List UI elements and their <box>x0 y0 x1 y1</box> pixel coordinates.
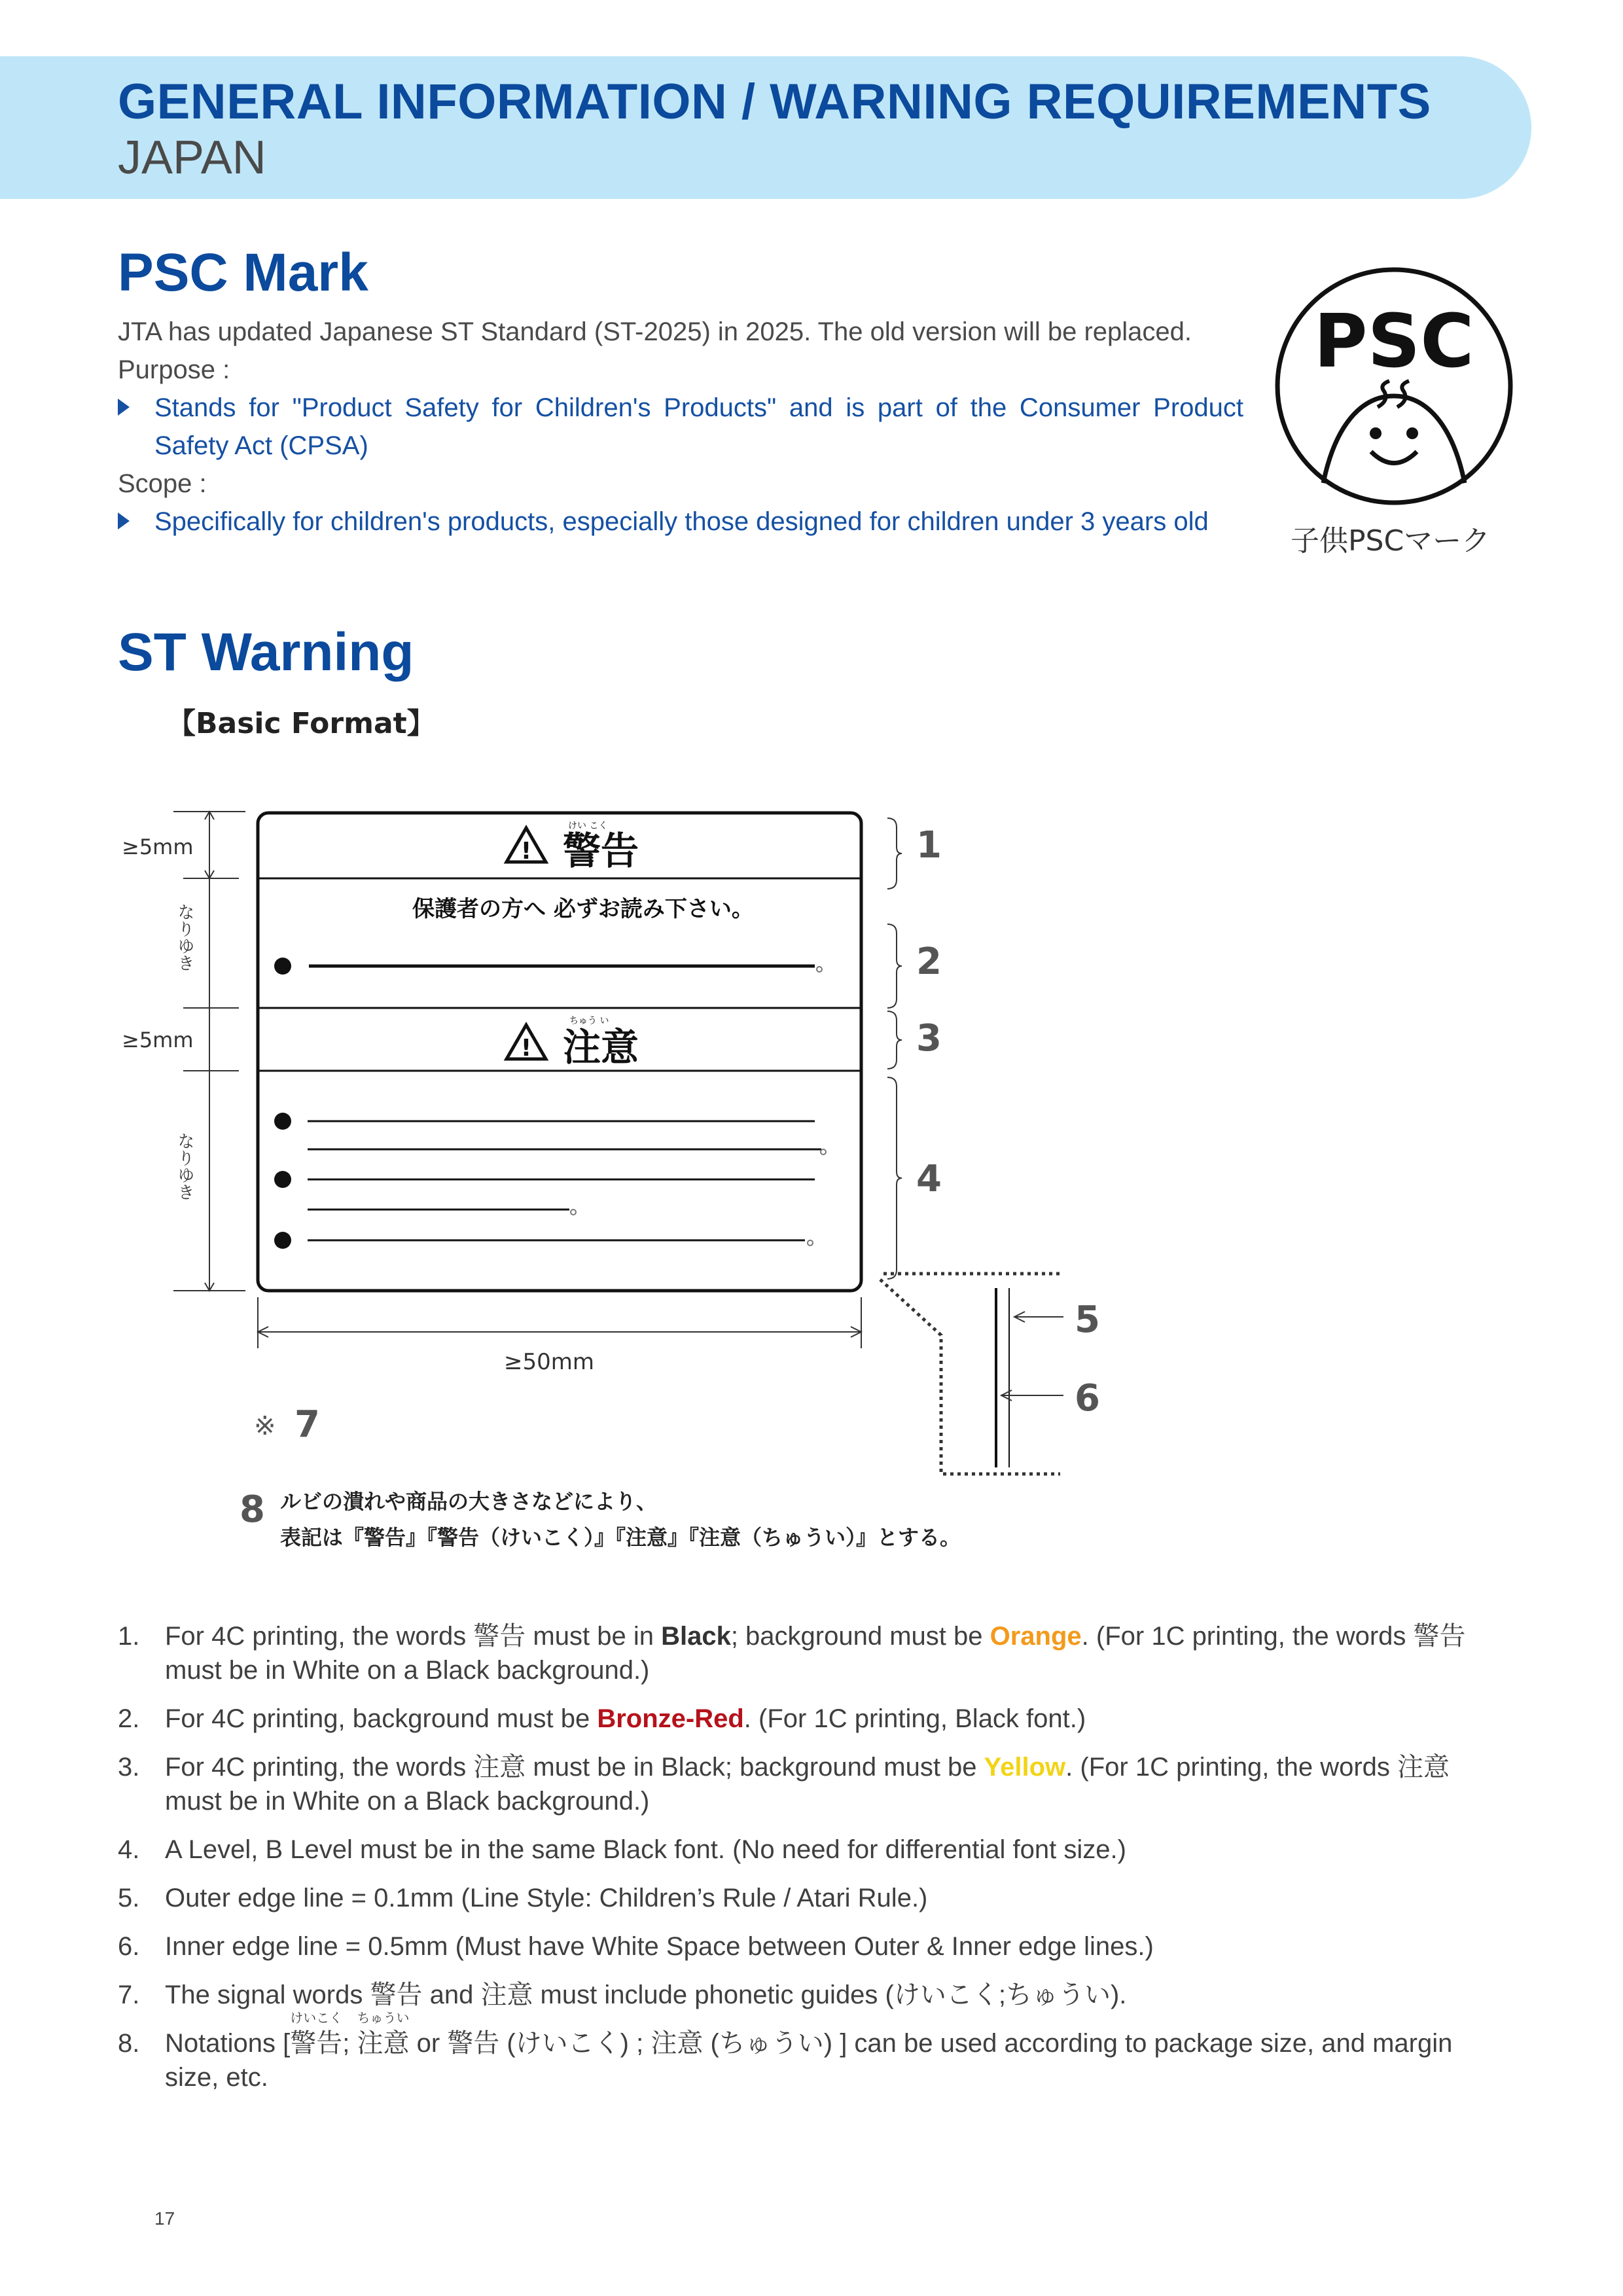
note-mark: ※ <box>254 1411 276 1441</box>
list-item: 2. For 4C printing, background must be Bronze-Red. (For 1C printing, Black font.) <box>118 1704 1086 1733</box>
svg-text:PSC: PSC <box>1313 299 1474 384</box>
label-outline <box>258 813 861 1291</box>
purpose-label: Purpose : <box>118 355 230 384</box>
svg-text:!: ! <box>520 838 532 865</box>
psc-mark-icon <box>1263 255 1551 517</box>
page-number: 17 <box>154 2208 175 2229</box>
callout-3: 3 <box>916 1017 942 1060</box>
callout-5: 5 <box>1075 1299 1100 1341</box>
st-warning-heading: ST Warning <box>118 622 414 682</box>
page-title: GENERAL INFORMATION / WARNING REQUIREMENTS <box>118 74 1431 130</box>
guardian-notice: 保護者の方へ 必ずお読み下さい。 <box>412 896 754 922</box>
dim-50mm: ≥50mm <box>504 1349 594 1375</box>
note-line-1: ルビの潰れや商品の大きさなどにより、 <box>280 1489 658 1514</box>
callout-7: 7 <box>294 1403 320 1446</box>
svg-text:!: ! <box>520 1035 532 1062</box>
list-item: 8. Notations [ けいこく 警告; ちゅうい 注意 or 警告 (けいこく) ; 注意 (ちゅうい) ] can be used according to package size, and margin size, etc. <box>118 2011 1453 2092</box>
edge-line-detail <box>880 1274 1063 1474</box>
warning-word: 警告 <box>563 829 639 873</box>
psc-intro: JTA has updated Japanese ST Standard (ST-2025) in 2025. The old version will be replaced. <box>118 317 1192 346</box>
dim-5mm-top: ≥5mm <box>122 834 194 859</box>
note-line-2: 表記は『警告』『警告（けいこく）』『注意』『注意（ちゅうい）』とする。 <box>280 1525 961 1550</box>
caution-triangle-icon <box>507 1025 546 1062</box>
dim-nariyuki-2: なりゆき <box>175 1132 194 1200</box>
callout-6: 6 <box>1075 1377 1100 1420</box>
psc-body <box>118 313 1243 541</box>
page-subtitle: JAPAN <box>118 132 266 184</box>
psc-mark <box>1263 255 1551 563</box>
scope-label: Scope : <box>118 469 207 498</box>
basic-format-label: 【Basic Format】 <box>167 707 436 740</box>
scope-bullet: Specifically for children's products, especially those designed for children under 3 years old <box>118 503 1243 541</box>
requirements-list <box>118 1619 1499 2109</box>
warning-ruby: けい こく <box>568 821 608 831</box>
list-item: 3. For 4C printing, the words 注意 must be in Black; background must be Yellow. (For 1C printing, the words 注意 must be in White on a Black background.) <box>118 1753 1450 1816</box>
psc-caption: 子供PSCマーク <box>1291 524 1491 558</box>
caution-word: 注意 <box>563 1025 639 1069</box>
diagram-svg <box>111 707 1505 1558</box>
list-item: 6. Inner edge line = 0.5mm (Must have White Space between Outer & Inner edge lines.) <box>118 1932 1154 1961</box>
st-warning-diagram <box>111 707 1505 1558</box>
caution-ruby: ちゅう い <box>569 1016 609 1026</box>
list-item: 7. The signal words 警告 and 注意 must include phonetic guides (けいこく;ちゅうい). <box>118 1981 1127 2009</box>
callout-2: 2 <box>916 941 942 983</box>
list-item: 1. For 4C printing, the words 警告 must be in Black; background must be Orange. (For 1C printing, the words 警告 must be in White on a Black background.) <box>118 1622 1466 1685</box>
callout-8: 8 <box>240 1488 265 1531</box>
bullet-triangle-icon <box>118 512 130 529</box>
dim-5mm-mid: ≥5mm <box>122 1028 194 1052</box>
callout-4: 4 <box>916 1158 942 1200</box>
dim-nariyuki-1: なりゆき <box>175 903 194 971</box>
purpose-bullet: Stands for "Product Safety for Children's Products" and is part of the Consumer Product Safety Act (CPSA) <box>118 389 1243 465</box>
bullet-triangle-icon <box>118 399 130 416</box>
warning-triangle-icon <box>507 828 546 865</box>
ruby-chuui: ちゅうい 注意 <box>357 2011 410 2058</box>
ruby-keikoku: けいこく 警告 <box>290 2011 343 2058</box>
list-item: 4. A Level, B Level must be in the same Black font. (No need for differential font size.) <box>118 1835 1126 1864</box>
list-item: 5. Outer edge line = 0.1mm (Line Style: Children’s Rule / Atari Rule.) <box>118 1884 928 1912</box>
psc-heading: PSC Mark <box>118 243 368 302</box>
callout-1: 1 <box>916 824 942 867</box>
